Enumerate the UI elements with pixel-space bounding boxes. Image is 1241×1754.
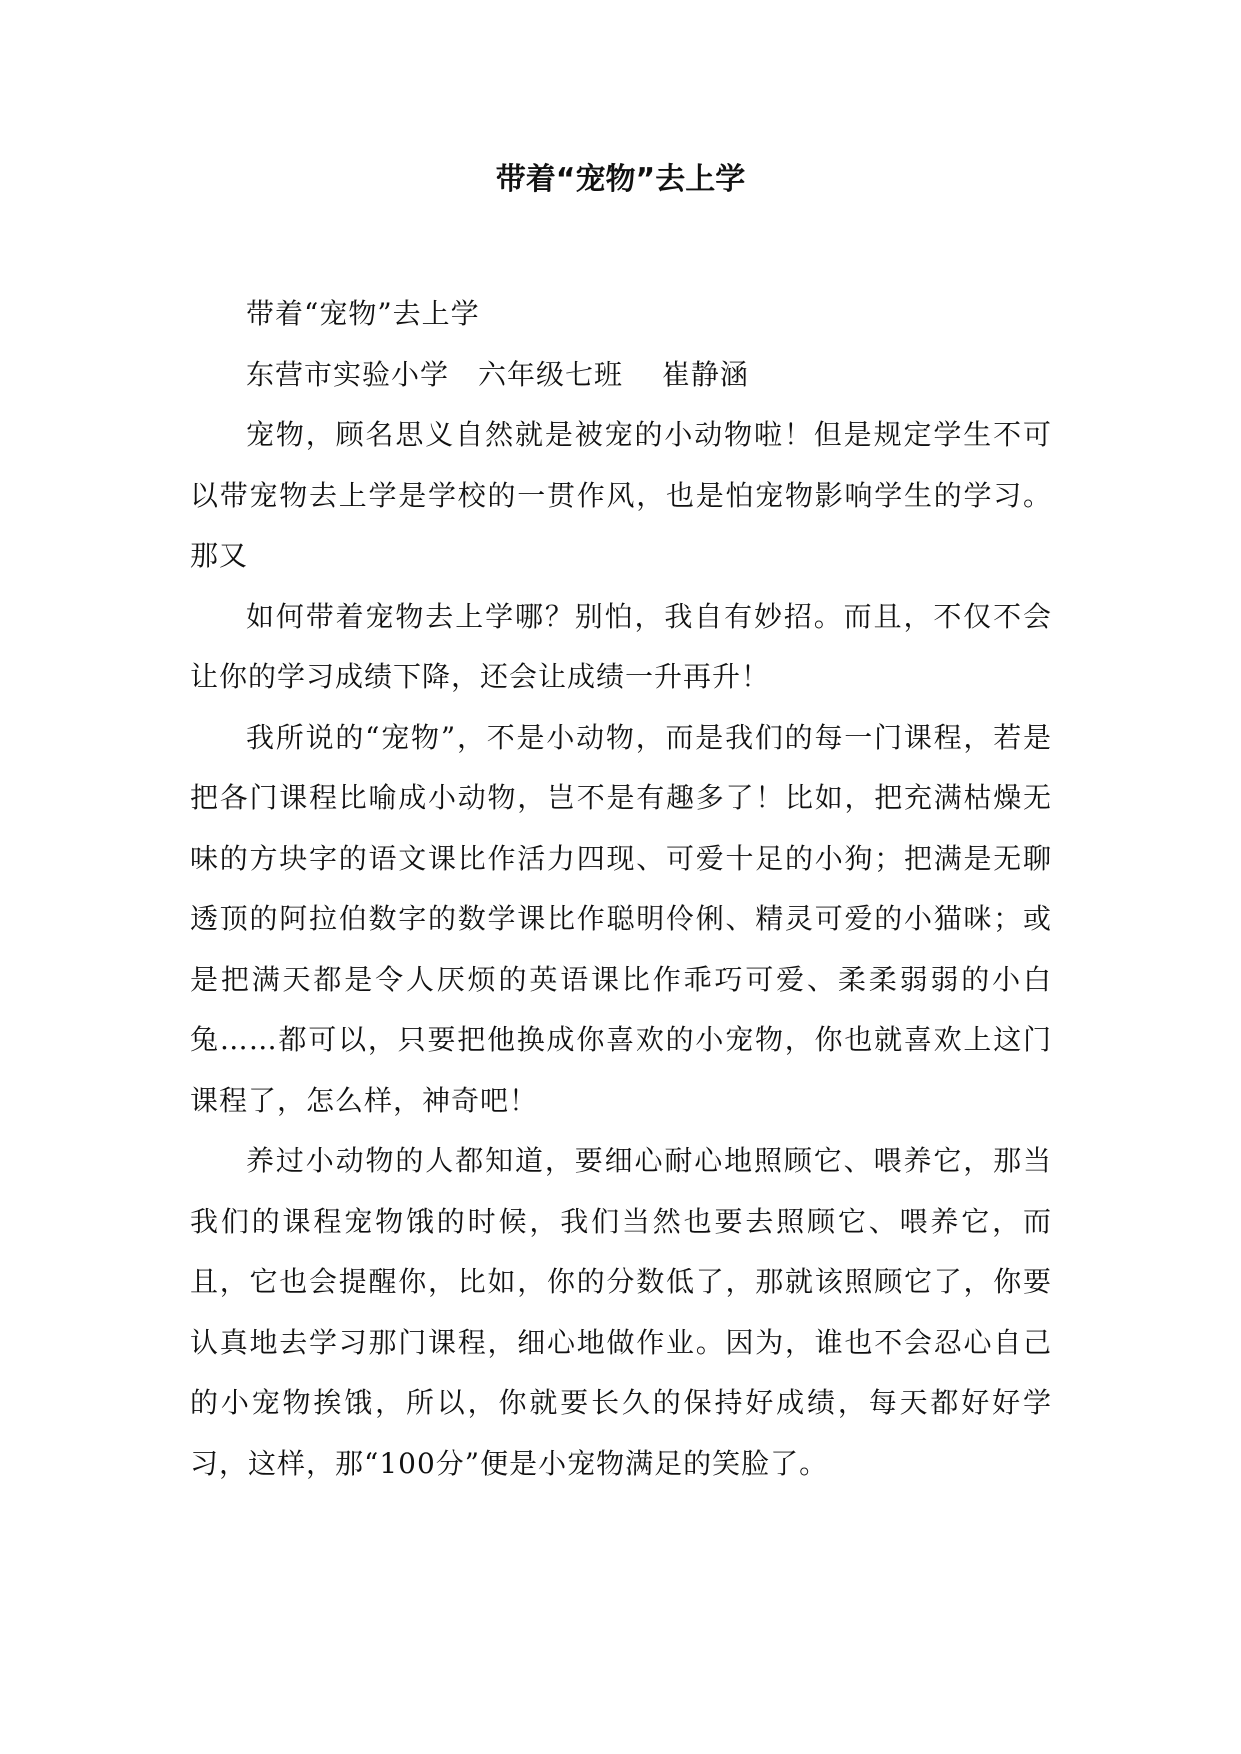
paragraph-care: 养过小动物的人都知道，要细心耐心地照顾它、喂养它，那当我们的课程宠物饿的时候，我们当然也要去照顾它、喂养它，而且，它也会提醒你，比如，你的分数低了，那就该照顾它了，你要认真地去学习那门课程，细心地做作业。因为，谁也不会忍心自己的小宠物挨饿，所以，你就要长久的保持好成绩，每天都好好学习，这样，那“100分”便是小宠物满足的笑脸了。 bbox=[190, 1144, 1052, 1480]
paragraph-author: 东营市实验小学 六年级七班 崔静涵 bbox=[246, 357, 749, 391]
document-body bbox=[190, 284, 1052, 1494]
paragraph-metaphor: 我所说的“宠物”，不是小动物，而是我们的每一门课程，若是把各门课程比喻成小动物，岂不是有趣多了！比如，把充满枯燥无味的方块字的语文课比作活力四现、可爱十足的小狗；把满是无聊透顶的阿拉伯数字的数学课比作聪明伶俐、精灵可爱的小猫咪；或是把满天都是令人厌烦的英语课比作乖巧可爱、柔柔弱弱的小白兔……都可以，只要把他换成你喜欢的小宠物，你也就喜欢上这门课程了，怎么样，神奇吧！ bbox=[190, 720, 1052, 1117]
paragraph-method: 如何带着宠物去上学哪？别怕，我自有妙招。而且，不仅不会让你的学习成绩下降，还会让成绩一升再升！ bbox=[190, 599, 1052, 693]
document-title: 带着“宠物”去上学 bbox=[495, 162, 746, 197]
paragraph-subtitle: 带着“宠物”去上学 bbox=[246, 297, 480, 330]
paragraph-intro: 宠物，顾名思义自然就是被宠的小动物啦！但是规定学生不可以带宠物去上学是学校的一贯作风，也是怕宠物影响学生的学习。那又 bbox=[190, 418, 1052, 572]
